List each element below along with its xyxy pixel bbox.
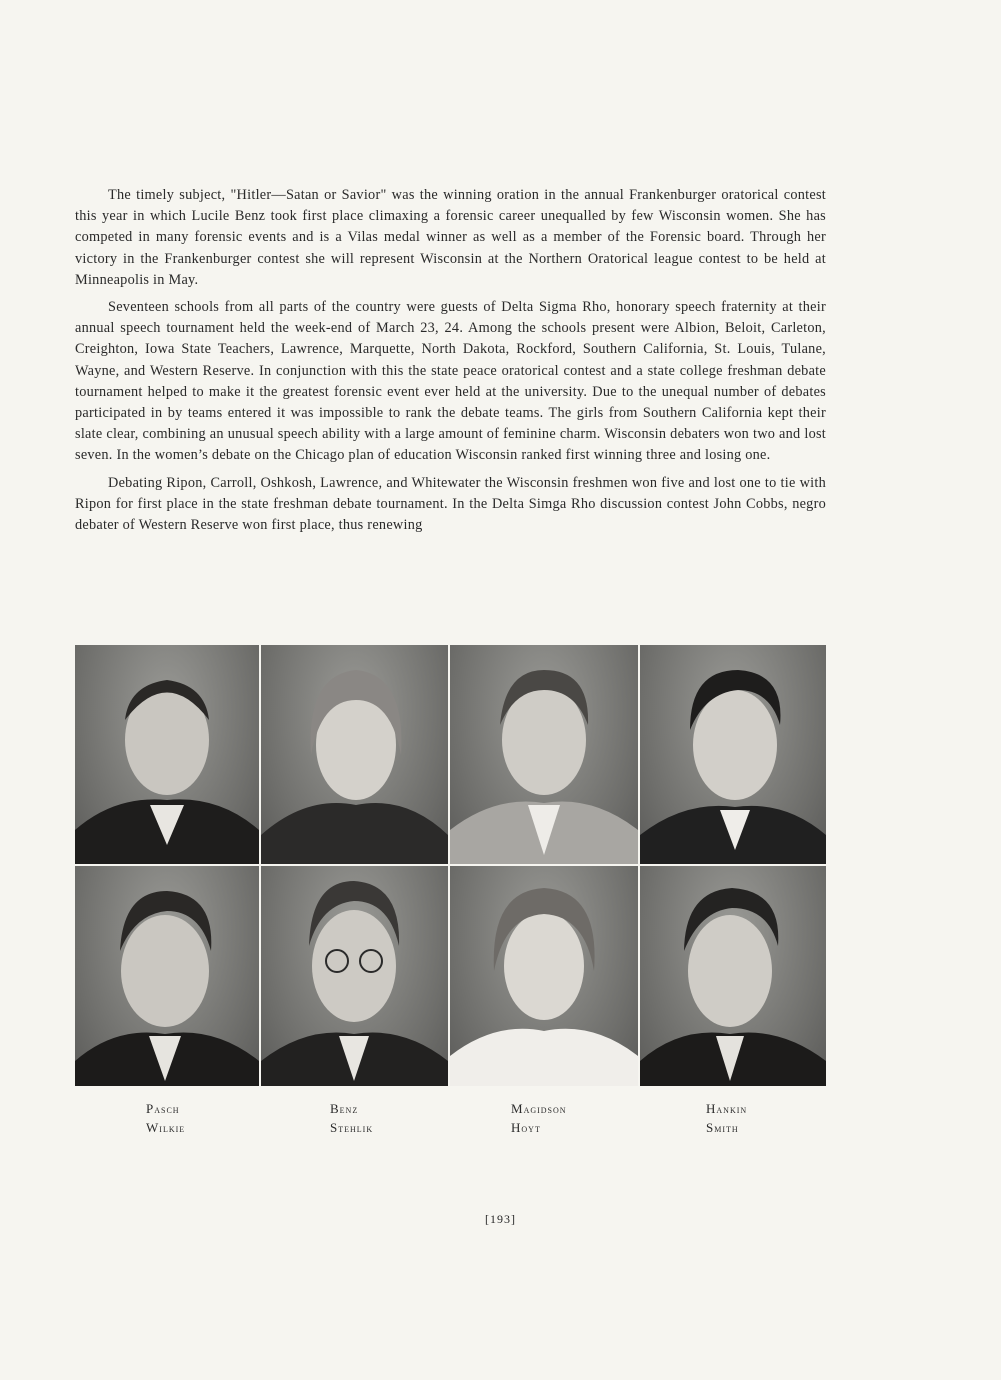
page-number: [193]	[485, 1212, 516, 1226]
portrait-benz	[261, 645, 448, 864]
portrait-smith	[640, 866, 826, 1086]
paragraph-2: Seventeen schools from all parts of the country were guests of Delta Sigma Rho, honorary speech fraternity at their annual speech tournament held the week-end of March 23, 24. Among the schools present were Albion, Beloit, Carleton, Creighton, Iowa State Teachers, Lawrence, Marquette, North Dakota, Rockford, Southern California, St. Louis, Tulane, Wayne, and Western Reserve. In conjunction with this the state peace oratorical contest and a state college freshman debate tournament helped to make it the greatest forensic event ever held at the university. Due to the unequal number of debates participated in by teams entered it was impossible to rank the debate teams. The girls from Southern California kept their slate clear, combining an unusual speech ability with a large amount of feminine charm. Wisconsin debaters won two and lost seven. In the women’s debate on the Chicago plan of education Wisconsin ranked first winning three and losing one.	[75, 299, 826, 464]
caption-column-3	[511, 1100, 567, 1138]
caption-bottom: Stehlik	[330, 1120, 374, 1135]
caption-top: Benz	[330, 1101, 359, 1116]
paragraph-1: The timely subject, "Hitler—Satan or Savior" was the winning oration in the annual Frankenburger oratorical contest this year in which Lucile Benz took first place climaxing a forensic career unequalled by few Wisconsin women. She has competed in many forensic events and is a Vilas medal winner as well as a member of the Forensic board. Through her victory in the Frankenburger contest she will represent Wisconsin at the Northern Oratorical league contest to be held at Minneapolis in May.	[75, 187, 826, 288]
portrait-stehlik	[261, 866, 448, 1086]
caption-top: Hankin	[706, 1101, 748, 1116]
portrait-captions	[75, 1100, 826, 1140]
portrait-hankin	[640, 645, 826, 864]
caption-top: Magidson	[511, 1101, 567, 1116]
caption-column-4	[706, 1100, 747, 1138]
portrait-wilkie	[75, 866, 259, 1086]
portrait-hoyt	[450, 866, 638, 1086]
caption-column-2	[330, 1100, 373, 1138]
paragraph-3: Debating Ripon, Carroll, Oshkosh, Lawrence, and Whitewater the Wisconsin freshmen won five and lost one to tie with Ripon for first place in the state freshman debate tournament. In the Delta Simga Rho discussion contest John Cobbs, negro debater of Western Reserve won first place, thus renewing	[75, 474, 826, 534]
caption-top: Pasch	[146, 1101, 180, 1116]
caption-bottom: Hoyt	[511, 1120, 541, 1135]
portrait-pasch	[75, 645, 259, 864]
portrait-grid	[75, 645, 826, 1086]
caption-column-1	[146, 1100, 185, 1138]
caption-bottom: Wilkie	[146, 1120, 186, 1135]
article-body	[75, 185, 826, 542]
portrait-magidson	[450, 645, 638, 864]
caption-bottom: Smith	[706, 1120, 739, 1135]
